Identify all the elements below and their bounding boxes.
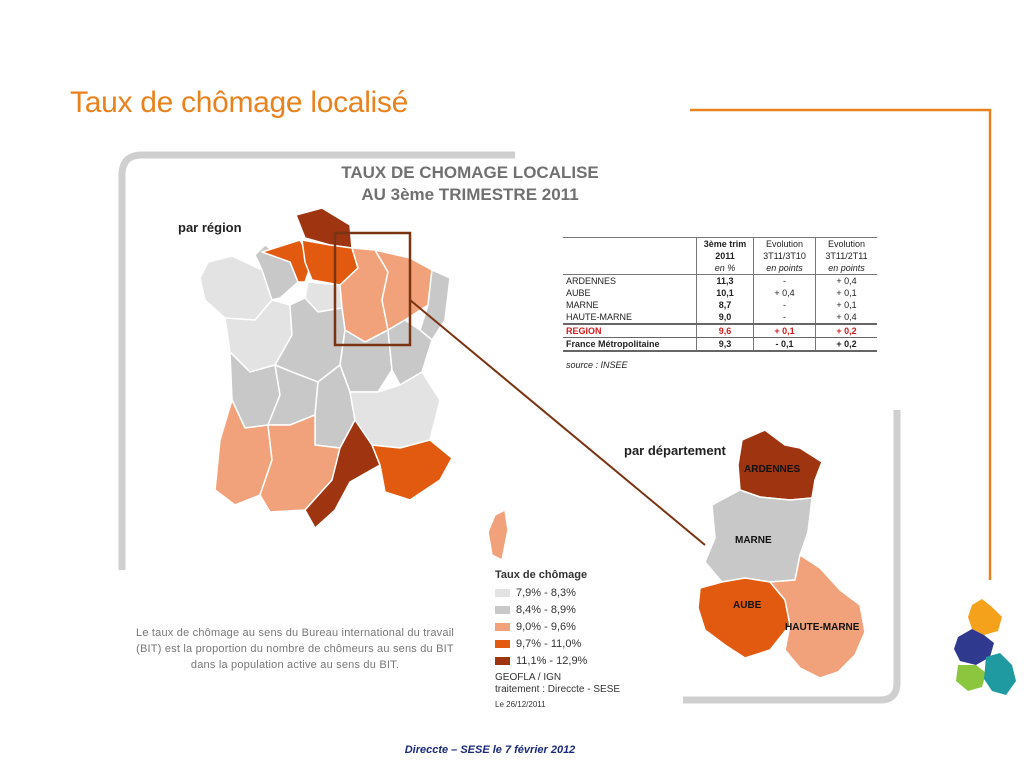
- legend-item: [495, 635, 620, 652]
- row-evo-year: -: [754, 299, 816, 311]
- header-rate-line1: 3ème trim: [697, 238, 754, 251]
- map-legend: [495, 569, 620, 709]
- row-rate: 11,3: [697, 275, 754, 288]
- logo-piece-teal: [984, 653, 1016, 695]
- header-evo-year-line3: en points: [754, 262, 816, 275]
- row-rate: 10,1: [697, 287, 754, 299]
- row-evo-quarter: + 0,4: [816, 311, 878, 324]
- dept-label-haute-marne: HAUTE-MARNE: [785, 622, 860, 633]
- map-title-line2: AU 3ème TRIMESTRE 2011: [361, 185, 579, 204]
- dept-label-aube: AUBE: [733, 600, 762, 611]
- header-evo-quarter-line3: en points: [816, 262, 878, 275]
- logo-piece-green: [956, 665, 986, 691]
- header-evo-year-line1: Evolution: [754, 238, 816, 251]
- header-evo-year-line2: 3T11/3T10: [754, 250, 816, 262]
- legend-credit-line2: traitement : Direccte - SESE: [495, 684, 621, 695]
- legend-label: 8,4% - 8,9%: [516, 603, 576, 616]
- legend-date: Le 26/12/2011: [495, 700, 546, 709]
- legend-item: [495, 652, 620, 669]
- legend-swatch: [495, 606, 510, 614]
- table-header-row: [563, 238, 877, 251]
- row-evo-quarter: + 0,1: [816, 299, 878, 311]
- table-source: source : INSEE: [566, 360, 628, 370]
- legend-item: [495, 618, 620, 635]
- bit-definition: [95, 625, 495, 673]
- table-row-france: [563, 338, 877, 352]
- legend-swatch: [495, 657, 510, 665]
- legend-label: 9,7% - 11,0%: [516, 637, 582, 650]
- header-rate-line2: 2011: [697, 250, 754, 262]
- definition-line2: (BIT) est la proportion du nombre de chômeurs au sens du BIT: [136, 643, 454, 655]
- logo: [950, 595, 1020, 705]
- table-row: [563, 287, 877, 299]
- row-evo-quarter: + 0,1: [816, 287, 878, 299]
- row-name: HAUTE-MARNE: [566, 312, 633, 322]
- row-rate: 9,0: [697, 311, 754, 324]
- label-par-departement: par département: [624, 443, 726, 458]
- legend-swatch: [495, 623, 510, 631]
- definition-line3: dans la population active au sens du BIT.: [190, 659, 400, 671]
- legend-swatch: [495, 589, 510, 597]
- row-name: ARDENNES: [566, 276, 617, 286]
- dept-label-ardennes: ARDENNES: [744, 464, 801, 475]
- row-rate: 9,6: [697, 324, 754, 338]
- row-name: AUBE: [566, 288, 591, 298]
- legend-label: 11,1% - 12,9%: [516, 654, 588, 667]
- row-name: France Métropolitaine: [563, 338, 697, 352]
- row-name: MARNE: [566, 300, 599, 310]
- table-row: [563, 299, 877, 311]
- stats-table: [563, 237, 877, 352]
- label-par-region: par région: [178, 220, 242, 235]
- legend-item: [495, 584, 620, 601]
- row-evo-year: + 0,1: [754, 324, 816, 338]
- row-evo-year: -: [754, 311, 816, 324]
- header-evo-quarter-line2: 3T11/2T11: [816, 250, 878, 262]
- table-header-row: [563, 250, 877, 262]
- legend-credits: [495, 672, 620, 696]
- table-header-row: [563, 262, 877, 275]
- legend-label: 7,9% - 8,3%: [516, 586, 576, 599]
- legend-title: Taux de chômage: [495, 569, 588, 581]
- legend-item: [495, 601, 620, 618]
- table-row-region: [563, 324, 877, 338]
- row-evo-year: + 0,4: [754, 287, 816, 299]
- slide-footer: Direccte – SESE le 7 février 2012: [404, 744, 576, 756]
- slide-title: Taux de chômage localisé: [70, 86, 409, 119]
- legend-credit-line1: GEOFLA / IGN: [495, 672, 562, 683]
- header-rate-line3: en %: [697, 262, 754, 275]
- row-name: REGION: [563, 324, 697, 338]
- row-evo-quarter: + 0,2: [816, 338, 878, 352]
- definition-line1: Le taux de chômage au sens du Bureau international du travail: [136, 627, 454, 639]
- row-evo-quarter: + 0,4: [816, 275, 878, 288]
- header-evo-quarter-line1: Evolution: [816, 238, 878, 251]
- row-rate: 8,7: [697, 299, 754, 311]
- legend-swatch: [495, 640, 510, 648]
- row-evo-quarter: + 0,2: [816, 324, 878, 338]
- row-evo-year: - 0,1: [754, 338, 816, 352]
- dept-label-marne: MARNE: [735, 535, 772, 546]
- legend-label: 9,0% - 9,6%: [516, 620, 576, 633]
- row-evo-year: -: [754, 275, 816, 288]
- row-rate: 9,3: [697, 338, 754, 352]
- map-title-line1: TAUX DE CHOMAGE LOCALISE: [341, 163, 599, 182]
- table-row: [563, 275, 877, 288]
- table-row: [563, 311, 877, 324]
